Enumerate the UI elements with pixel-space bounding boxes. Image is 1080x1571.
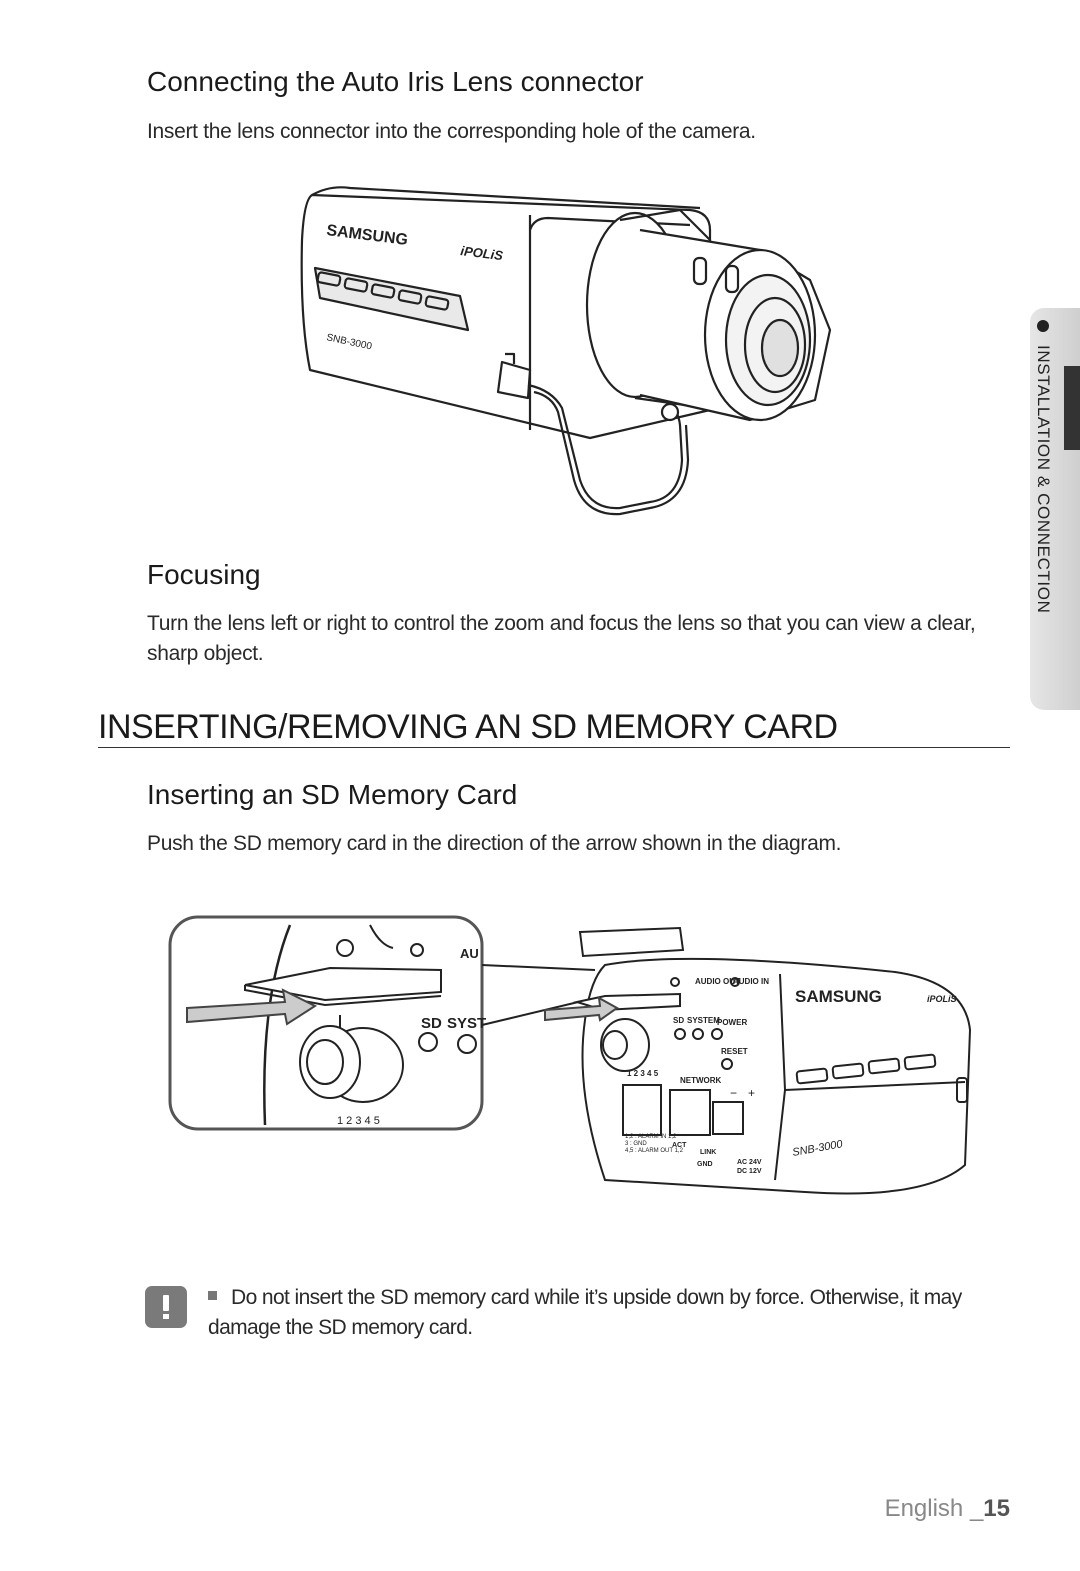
page-number: 15 bbox=[983, 1495, 1010, 1522]
zoom-label-numbers: 1 2 3 4 5 bbox=[337, 1115, 380, 1127]
section-title-sd-card: INSERTING/REMOVING AN SD MEMORY CARD bbox=[98, 708, 838, 746]
sd-card-insertion-diagram bbox=[165, 910, 985, 1210]
side-tab-label: INSTALLATION & CONNECTION bbox=[1034, 345, 1053, 614]
label-gnd3: 3 : GND bbox=[625, 1141, 647, 1147]
label-alarm-in: 1,2 : ALARM IN 1,2 bbox=[625, 1134, 677, 1140]
note-warning-icon bbox=[145, 1286, 187, 1328]
side-tab-marker bbox=[1064, 366, 1080, 450]
camera-lens-illustration bbox=[290, 180, 850, 520]
label-network: NETWORK bbox=[680, 1076, 722, 1085]
label-power: POWER bbox=[717, 1018, 748, 1027]
label-act: ACT bbox=[672, 1142, 687, 1149]
zoom-label-sd: SD bbox=[421, 1015, 442, 1032]
label-model: SNB-3000 bbox=[791, 1138, 844, 1159]
label-brand: SAMSUNG bbox=[795, 987, 882, 1006]
label-alarm-out: 4,5 : ALARM OUT 1,2 bbox=[625, 1148, 683, 1154]
side-tab-bullet-icon bbox=[1037, 320, 1049, 332]
label-sd: SD bbox=[673, 1016, 685, 1025]
footer-language: English _ bbox=[884, 1495, 984, 1522]
camera-brand-label: SAMSUNG bbox=[325, 222, 409, 249]
label-dc12: DC 12V bbox=[737, 1168, 762, 1175]
note-bullet-icon bbox=[208, 1291, 217, 1300]
zoom-label-au: AU bbox=[460, 946, 479, 961]
camera-model-label: SNB-3000 bbox=[325, 332, 373, 353]
section-text-focusing: Turn the lens left or right to control the zoom and focus the lens so that you can view a clear, sharp object. bbox=[147, 612, 976, 665]
label-reset: RESET bbox=[721, 1047, 748, 1056]
label-product-line: iPOLiS bbox=[927, 994, 957, 1004]
label-plus: + bbox=[748, 1086, 756, 1100]
label-audio-out: AUDIO OUT bbox=[695, 977, 740, 986]
note-text: Do not insert the SD memory card while it’s upside down by force. Otherwise, it may damage the SD memory card. bbox=[208, 1286, 962, 1339]
section-heading-focusing: Focusing bbox=[147, 559, 261, 590]
camera-product-label: iPOLiS bbox=[459, 243, 504, 264]
note bbox=[208, 1283, 1008, 1343]
label-link: LINK bbox=[700, 1149, 717, 1156]
label-audio-in: AUDIO IN bbox=[733, 977, 769, 986]
label-minus: − bbox=[730, 1086, 738, 1100]
zoom-label-syst: SYST bbox=[447, 1015, 487, 1032]
page-footer bbox=[885, 1495, 1010, 1523]
section-divider bbox=[98, 747, 1010, 748]
label-ac24: AC 24V bbox=[737, 1159, 762, 1166]
label-gnd: GND bbox=[697, 1161, 713, 1168]
label-system: SYSTEM bbox=[687, 1016, 720, 1025]
section-heading-auto-iris: Connecting the Auto Iris Lens connector bbox=[147, 66, 644, 97]
section-text-insert-sd: Push the SD memory card in the direction of the arrow shown in the diagram. bbox=[147, 832, 842, 855]
section-heading-insert-sd: Inserting an SD Memory Card bbox=[147, 779, 518, 810]
label-terminal-numbers: 1 2 3 4 5 bbox=[627, 1069, 659, 1078]
section-text-auto-iris: Insert the lens connector into the corresponding hole of the camera. bbox=[147, 120, 756, 143]
